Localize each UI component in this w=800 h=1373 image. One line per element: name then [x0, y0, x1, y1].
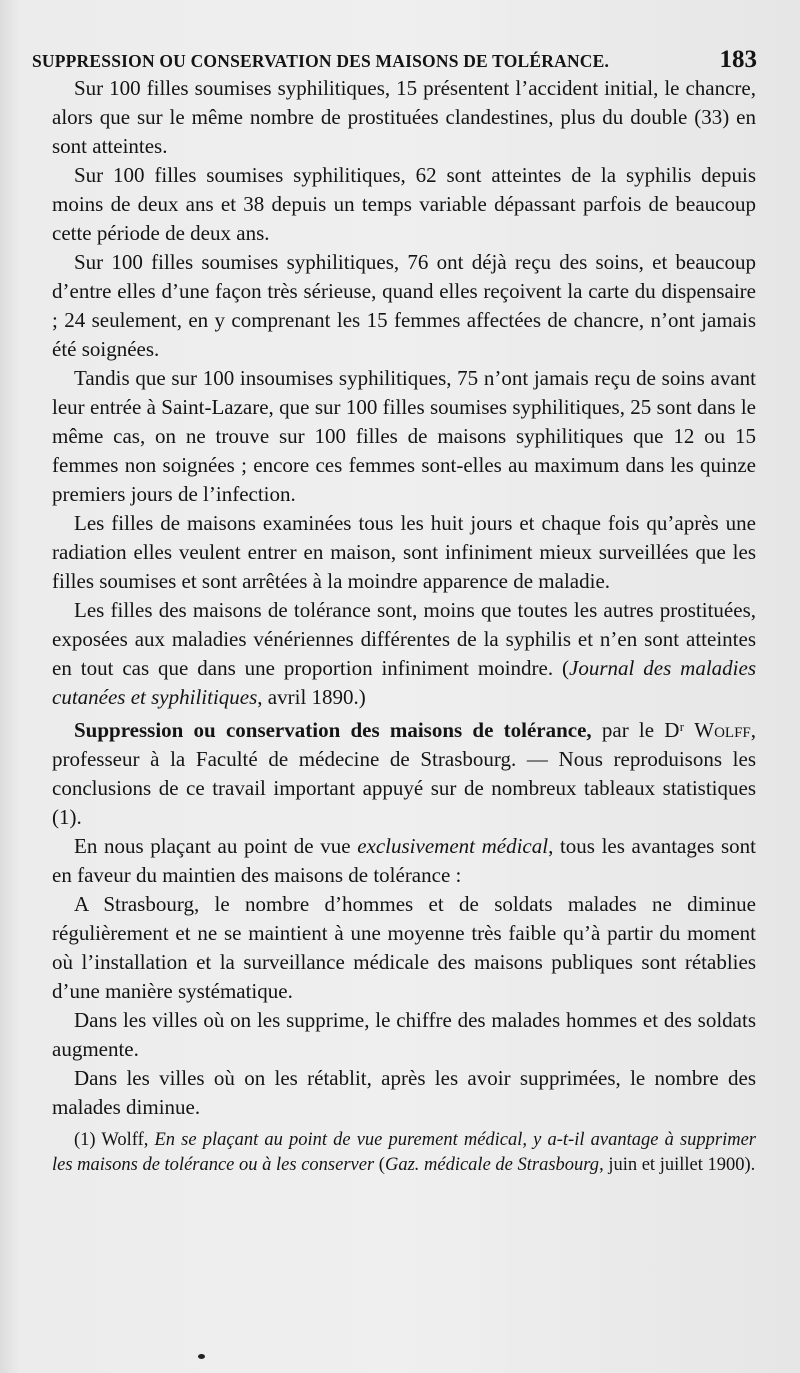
footnote-text [52, 1128, 756, 1178]
paragraph-7 [52, 716, 756, 832]
footnote-author: Wolff [101, 1130, 144, 1150]
paragraph-8-start: En nous plaçant au point de vue [74, 834, 358, 858]
paragraph-9: A Strasbourg, le nombre d’hommes et de soldats malades ne diminue régulièrement et ne se maintient à une moyenne très faible qu’à partir du moment où l’installation et la surveillance médicale des maisons publiques sont rétablies d’une manière systématique. [52, 892, 756, 1003]
paragraph-8 [52, 832, 756, 890]
paragraph-1: Sur 100 filles soumises syphilitiques, 15 présentent l’accident initial, le chancre, alors que sur le même nombre de prostituées clandestines, plus du double (33) en sont atteintes. [52, 76, 756, 158]
author-name: Wolff [694, 718, 751, 742]
ink-dot [198, 1354, 205, 1359]
paragraph-2: Sur 100 filles soumises syphilitiques, 62 sont atteintes de la syphilis depuis moins de deux ans et 38 depuis un temps variable dépassant parfois de beaucoup cette période de deux ans. [52, 163, 756, 245]
footnote-journal: Gaz. médicale de Strasbourg [384, 1155, 600, 1175]
footnote-mark: (1) [74, 1130, 102, 1150]
paragraph-5: Les filles de maisons examinées tous les huit jours et chaque fois qu’après une radiation elles veulent entrer en maison, sont infiniment mieux surveillées que les filles soumises et sont arrêtées à la moindre apparence de maladie. [52, 511, 756, 593]
paragraph-8-end: , tous les avantages sont en faveur du maintien des maisons de tolérance : [52, 834, 756, 887]
footnote-paren: ( [374, 1155, 385, 1175]
page-header [32, 38, 757, 72]
paragraph-4: Tandis que sur 100 insoumises syphilitiques, 75 n’ont jamais reçu de soins avant leur entrée à Saint-Lazare, que sur 100 filles soumises syphilitiques, 25 sont dans le même cas, on ne trouve sur 100 filles de maisons syphilitiques que 12 ou 15 femmes non soignées ; encore ces femmes sont-elles au maximum dans les quinze premiers jours de l’infection. [52, 366, 756, 506]
footnote-title: En se plaçant au point de vue purement médical, y a-t-il avantage à supprimer les maisons de tolérance ou à les conserver [52, 1130, 757, 1175]
paragraph-6-end: , avril 1890.) [257, 685, 366, 709]
footnote [52, 1128, 756, 1178]
paragraph-7-rest: , professeur à la Faculté de médecine de Strasbourg. — Nous reproduisons les conclusions de ce travail important appuyé sur de nombreux tableaux statistiques (1). [52, 718, 757, 829]
body-text [52, 74, 756, 1178]
paragraph-11: Dans les villes où on les rétablit, après les avoir supprimées, le nombre des malades diminue. [52, 1066, 756, 1119]
footnote-comma: , [143, 1130, 155, 1150]
paragraph-7-par: par le Dʳ [591, 718, 695, 742]
journal-citation: Journal des maladies cutanées et syphilitiques [52, 656, 756, 709]
paragraph-6-text: Les filles des maisons de tolérance sont, moins que toutes les autres prostituées, exposées aux maladies vénériennes différentes de la syphilis et n’en sont atteintes en tout cas que dans une proportion infiniment moindre. ( [52, 598, 756, 680]
paragraph-10: Dans les villes où on les supprime, le chiffre des malades hommes et des soldats augmente. [52, 1008, 756, 1061]
paragraph-8-italic: exclusivement médical [357, 834, 549, 858]
paragraph-3: Sur 100 filles soumises syphilitiques, 76 ont déjà reçu des soins, et beaucoup d’entre elles d’une façon très sérieuse, quand elles reçoivent la carte du dispensaire ; 24 seulement, en y comprenant les 15 femmes affectées de chancre, n’ont jamais été soignées. [52, 250, 756, 361]
page-number: 183 [719, 46, 757, 73]
paragraph-6 [52, 596, 756, 712]
footnote-end: , juin et juillet 1900). [599, 1155, 756, 1175]
section-heading: Suppression ou conservation des maisons de tolérance, [74, 718, 592, 742]
running-title: SUPPRESSION OU CONSERVATION DES MAISONS DE TOLÉRANCE. [32, 51, 610, 71]
